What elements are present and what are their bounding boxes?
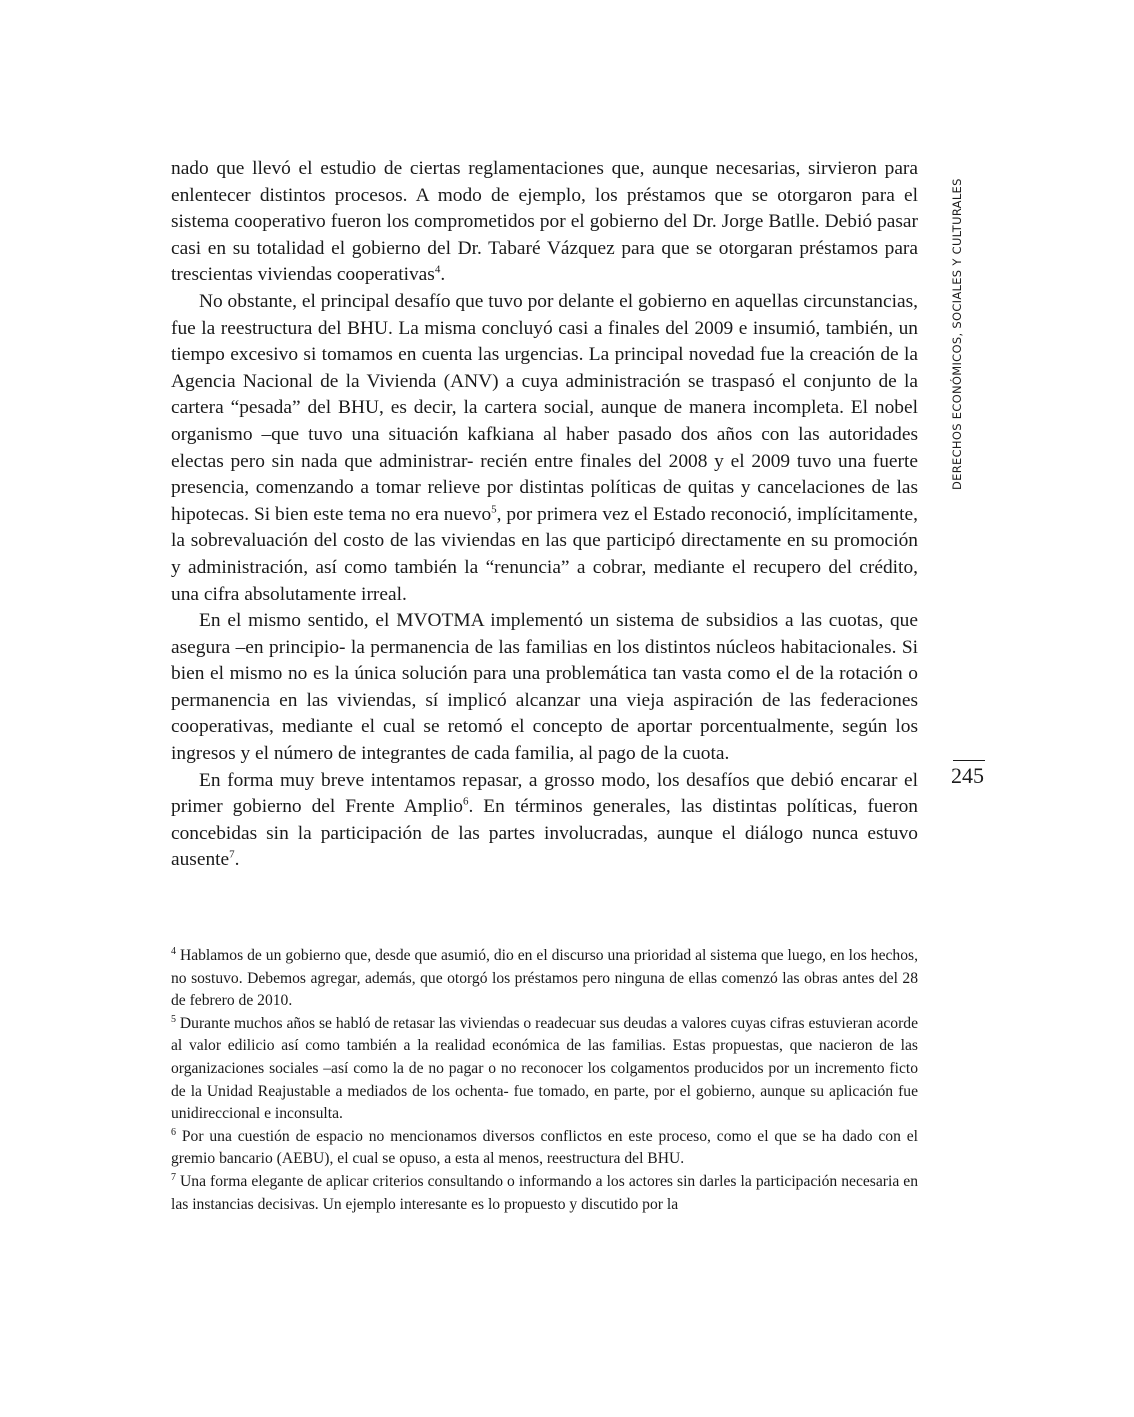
footnote-ref-4[interactable]: 4 bbox=[434, 263, 441, 276]
footnote-number: 5 bbox=[171, 1013, 176, 1025]
paragraph-text: . bbox=[440, 264, 446, 286]
footnote-text: Durante muchos años se habló de retasar las viviendas o readecuar sus deudas a valores cuyas cifras estuvieran acorde al valor edilicio así como también a la realidad económica de las familias. Estas propuestas, que nacieron de las organizaciones sociales –así como la de no pagar o no reconocer los colgamentos producidos por un incremento ficto de la Unidad Reajustable a mediados de los ochenta- fue tomado, en parte, por el gobierno, aunque su aplicación fue unidireccional e inconsulta. bbox=[171, 1014, 918, 1123]
paragraph-text: No obstante, el principal desafío que tuvo por delante el gobierno en aquellas circunstancias, fue la reestructura del BHU. La misma concluyó casi a finales del 2009 e insumió, también, un tiempo excesivo si tomamos en cuenta las urgencias. La principal novedad fue la creación de la Agencia Nacional de la Vivienda (ANV) a cuya administración se traspasó el conjunto de la cartera “pesada” del BHU, es decir, la cartera social, aunque de manera incompleta. El nobel organismo –que tuvo una situación kafkiana al haber pasado dos años con las autoridades electas pero sin nada que administrar- recién entre finales del 2008 y el 2009 tuvo una fuerte presencia, comenzando a tomar relieve por distintas políticas de quitas y cancelaciones de las hipotecas. Si bien este tema no era nuevo bbox=[171, 290, 918, 525]
footnote-text: Hablamos de un gobierno que, desde que asumió, dio en el discurso una prioridad al sistema que luego, en los hechos, no sostuvo. Debemos agregar, además, que otorgó los préstamos pero ninguna de ellas comenzó las obras antes del 28 de febrero de 2010. bbox=[171, 947, 918, 1010]
paragraph-text: En el mismo sentido, el MVOTMA implementó un sistema de subsidios a las cuotas, que asegura –en principio- la permanencia de las familias en los distintos núcleos habitacionales. Si bien el mismo no es la única solución para una problemática tan vasta como el de la rotación o permanencia en las viviendas, sí implicó alcanzar una vieja aspiración de las federaciones cooperativas, mediante el cual se retomó el concepto de aportar porcentualmente, según los ingresos y el número de integrantes de cada familia, al pago de la cuota. bbox=[171, 610, 918, 765]
footnote-7 bbox=[171, 1171, 918, 1216]
footnote-number: 4 bbox=[171, 945, 176, 957]
paragraph-text: . bbox=[234, 849, 240, 871]
page-number: 245 bbox=[951, 763, 984, 788]
paragraph-3 bbox=[171, 608, 918, 768]
footnote-4 bbox=[171, 945, 918, 1013]
paragraph-text: En forma muy breve intentamos repasar, a grosso modo, los desafíos que debió encarar el primer gobierno del Frente Amplio bbox=[171, 769, 918, 818]
footnote-number: 7 bbox=[171, 1171, 176, 1183]
footnote-number: 6 bbox=[171, 1126, 176, 1138]
running-header: DERECHOS ECONÓMICOS, SOCIALES Y CULTURALES bbox=[950, 178, 964, 490]
footnote-6 bbox=[171, 1126, 918, 1171]
footnotes bbox=[171, 945, 918, 1216]
footnote-5 bbox=[171, 1013, 918, 1126]
paragraph-1 bbox=[171, 156, 918, 289]
footnote-ref-7[interactable]: 7 bbox=[229, 848, 235, 861]
page-number-rule bbox=[953, 760, 985, 761]
paragraph-4 bbox=[171, 768, 918, 874]
body-text bbox=[171, 156, 918, 874]
paragraph-2 bbox=[171, 289, 918, 608]
paragraph-text: , por primera vez el Estado reconoció, implícitamente, la sobrevaluación del costo de las viviendas en las que participó directamente en su promoción y administración, así como también la “renuncia” a cobrar, mediante el recupero del crédito, una cifra absolutamente irreal. bbox=[171, 503, 919, 605]
footnote-ref-5[interactable]: 5 bbox=[491, 503, 497, 516]
footnote-text: Una forma elegante de aplicar criterios consultando o informando a los actores sin darles la participación necesaria en las instancias decisivas. Un ejemplo interesante es lo propuesto y discutido por la bbox=[171, 1172, 918, 1213]
footnote-ref-6[interactable]: 6 bbox=[462, 795, 469, 808]
paragraph-text: nado que llevó el estudio de ciertas reglamentaciones que, aunque necesarias, sirvieron para enlentecer distintos procesos. A modo de ejemplo, los préstamos que se otorgaron para el sistema cooperativo fueron los comprometidos por el gobierno del Dr. Jorge Batlle. Debió pasar casi en su totalidad el gobierno del Dr. Tabaré Vázquez para que se otorgaran préstamos para trescientas viviendas cooperativas bbox=[171, 158, 918, 286]
footnote-text: Por una cuestión de espacio no mencionamos diversos conflictos en este proceso, como el que se ha dado con el gremio bancario (AEBU), el cual se opuso, a esta al menos, reestructura del BHU. bbox=[171, 1127, 918, 1168]
paragraph-text: . En términos generales, las distintas políticas, fueron concebidas sin la participación de las partes involucradas, aunque el diálogo nunca estuvo ausente bbox=[171, 796, 918, 871]
